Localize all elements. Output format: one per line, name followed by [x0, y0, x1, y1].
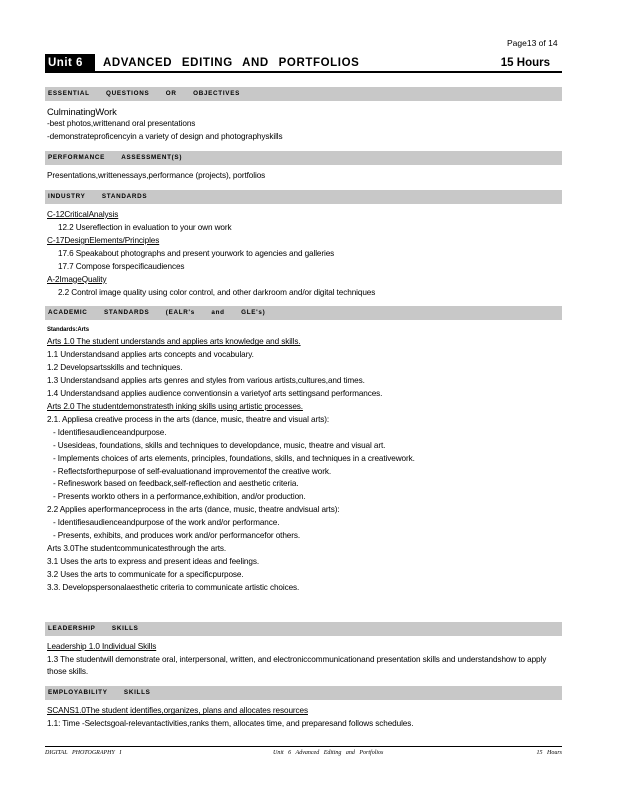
employability-text: 1.1: Time -Selectsgoal-relevantactivities,ranks them, allocates time, and preparesand follows schedules.	[47, 719, 414, 729]
academic-section	[45, 320, 562, 621]
essential-line: CulminatingWork	[47, 106, 117, 117]
leadership-text: 1.3 The studentwill demonstrate oral, interpersonal, written, and electroniccommunicationand presentation skills and understandshow to apply those skills.	[47, 654, 547, 677]
performance-section	[45, 165, 562, 190]
unit-label: Unit 6	[45, 54, 95, 72]
industry-standard-item: 17.7 Compose forspecificaudiences	[58, 261, 185, 271]
academic-line: - Implements choices of arts elements, principles, foundations, skills, and techniques in a creativework.	[53, 453, 415, 463]
footer-unit: Unit 6 Advanced Editing and Portfolios	[273, 750, 384, 756]
academic-line: - Identifiesaudienceandpurpose of the work and/or performance.	[53, 518, 280, 528]
academic-line: - Usesideas, foundations, skills and techniques to developdance, music, theatre and visual art.	[53, 440, 386, 450]
industry-standard-item: 12.2 Usereflection in evaluation to your own work	[58, 223, 232, 233]
academic-line: 3.1 Uses the arts to express and present ideas and feelings.	[47, 556, 260, 566]
academic-line: Arts 1.0 The student understands and applies arts knowledge and skills.	[47, 337, 301, 347]
essential-line: -best photos,writtenand oral presentations	[47, 119, 196, 129]
industry-standard-title: C-12CriticalAnalysis	[47, 210, 119, 220]
employability-heading: EMPLOYABILITY SKILLS	[45, 686, 562, 700]
unit-title: ADVANCED EDITING AND PORTFOLIOS	[103, 57, 360, 69]
academic-line: 1.1 Understandsand applies arts concepts and vocabulary.	[47, 350, 254, 360]
employability-section	[45, 700, 562, 738]
academic-line: 3.2 Uses the arts to communicate for a specificpurpose.	[47, 569, 244, 579]
employability-subheading: SCANS1.0The student identifies,organizes, plans and allocates resources	[47, 706, 308, 716]
academic-line: Arts 3.0The studentcommunicatesthrough the arts.	[47, 543, 227, 553]
performance-heading: PERFORMANCE ASSESSMENT(S)	[45, 151, 562, 165]
industry-section	[45, 204, 562, 306]
academic-line: 1.4 Understandsand applies audience conventionsin a varietyof arts settingsand performances.	[47, 389, 383, 399]
industry-standard-item: 2.2 Control image quality using color control, and other darkroom and/or digital techniques	[58, 287, 376, 297]
academic-line: 3.3. Developspersonalaesthetic criteria to communicate artistic choices.	[47, 582, 300, 592]
industry-standard-item: 17.6 Speakabout photographs and present yourwork to agencies and galleries	[58, 248, 335, 258]
academic-line: Arts 2.0 The studentdemonstratesth inking skills using artistic processes.	[47, 402, 303, 411]
footer-course: DIGITAL PHOTOGRAPHY I	[45, 750, 122, 756]
content	[45, 87, 562, 738]
academic-line: 1.2 Developsartsskills and techniques.	[47, 363, 183, 373]
academic-heading: ACADEMIC STANDARDS (EALR's and GLE's)	[45, 306, 562, 320]
academic-line: - Presents, exhibits, and produces work and/or performancefor others.	[53, 531, 301, 541]
essential-heading: ESSENTIAL QUESTIONS OR OBJECTIVES	[45, 87, 562, 101]
leadership-subheading: Leadership 1.0 Individual Skills	[47, 641, 157, 651]
academic-line: - Presents workto others in a performance,exhibition, and/or production.	[53, 492, 306, 502]
page-number: Page13 of 14	[507, 38, 558, 48]
industry-standard-title: A-2ImageQuality	[47, 274, 107, 284]
academic-line: 2.1. Appliesa creative process in the arts (dance, music, theatre and visual arts):	[47, 414, 330, 424]
performance-text: Presentations,writtenessays,performance (projects), portfolios	[47, 171, 266, 181]
academic-line: - Identifiesaudienceandpurpose.	[53, 427, 167, 437]
academic-line: - Refineswork based on feedback,self-reflection and aesthetic criteria.	[53, 479, 299, 489]
essential-line: -demonstrateproficencyin a variety of design and photographyskills	[47, 132, 283, 142]
academic-line: 1.3 Understandsand applies arts genres and styles from various artists,cultures,and times.	[47, 376, 365, 386]
industry-heading: INDUSTRY STANDARDS	[45, 190, 562, 204]
leadership-heading: LEADERSHIP SKILLS	[45, 622, 562, 636]
industry-standard-title: C-17DesignElements/Principles	[47, 235, 160, 245]
academic-sublabel: Standards:Arts	[47, 327, 89, 334]
essential-section	[45, 101, 562, 151]
leadership-section	[45, 636, 562, 687]
unit-header	[45, 54, 562, 73]
academic-line: - Reflectsforthepurpose of self-evaluationand improvementof the creative work.	[53, 466, 331, 476]
academic-line: 2.2 Applies aperformanceprocess in the arts (dance, music, theatre andvisual arts):	[47, 505, 340, 515]
footer-hours: 15 Hours	[536, 750, 562, 756]
unit-hours: 15 Hours	[500, 57, 550, 69]
page-footer	[45, 746, 562, 758]
